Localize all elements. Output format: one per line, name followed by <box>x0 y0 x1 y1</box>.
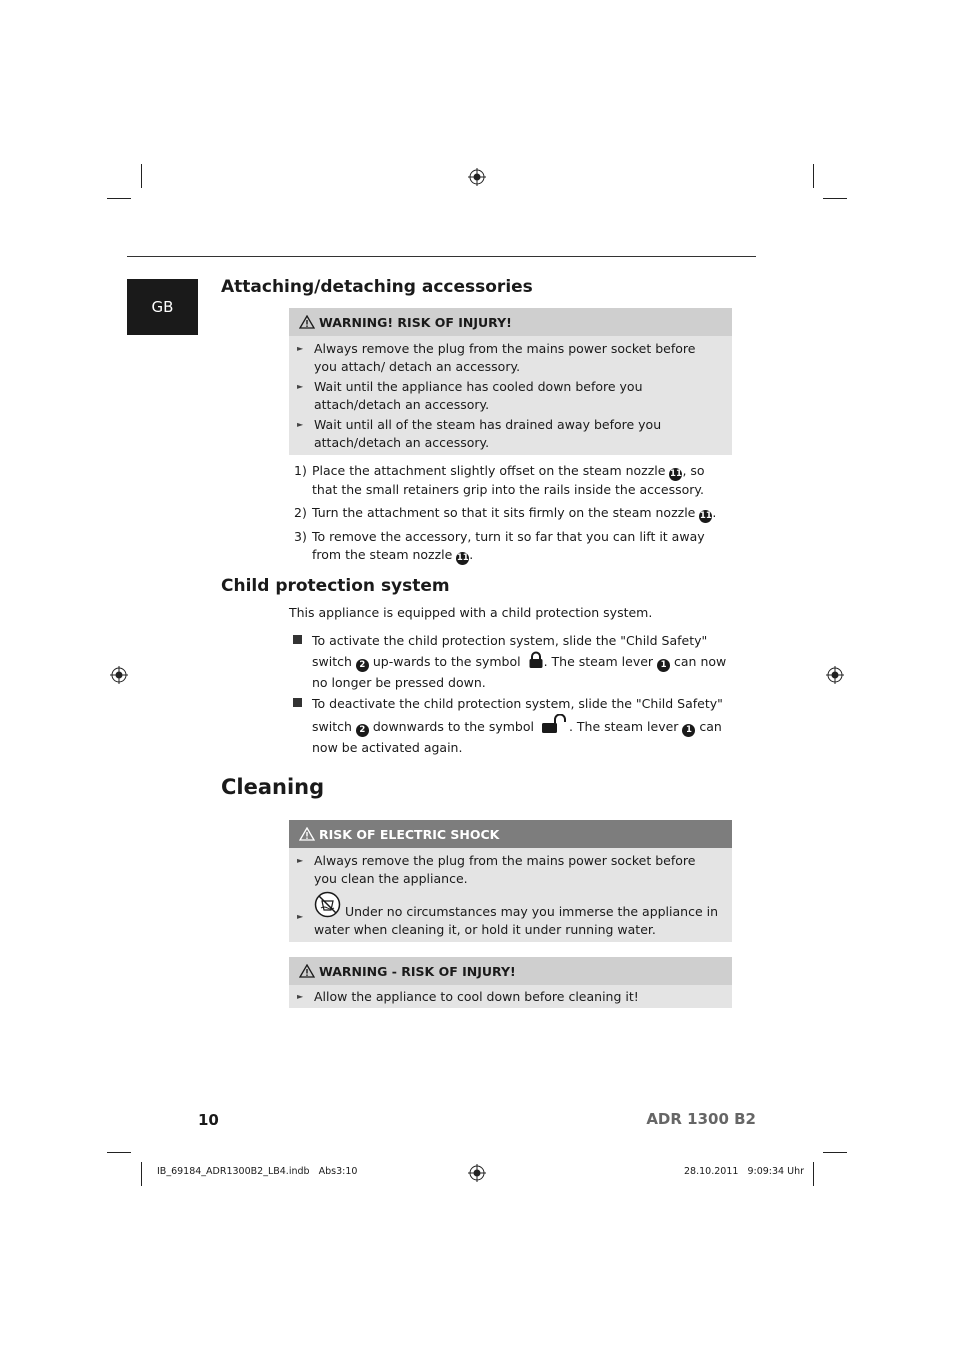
crop-mark <box>813 164 814 188</box>
arrow-bullet-icon: ► <box>297 992 304 1001</box>
reference-number-badge: 11 <box>699 511 712 521</box>
no-immerse-icon <box>314 891 341 918</box>
reference-number-badge: 2 <box>356 724 369 737</box>
warning-item: ► Wait until the appliance has cooled down before you attach/detach an accessory. <box>297 379 643 412</box>
arrow-bullet-icon: ► <box>297 382 304 391</box>
warning-item: ► Allow the appliance to cool down before cleaning it! <box>297 989 639 1004</box>
lock-closed-icon <box>528 651 544 669</box>
page-number: 10 <box>198 1111 219 1129</box>
step-item: 2) Turn the attachment so that it sits firmly on the steam nozzle 11. <box>294 505 717 521</box>
header-rule <box>127 256 756 257</box>
registration-mark-icon <box>468 168 486 186</box>
arrow-bullet-icon: ► <box>297 420 304 429</box>
crop-mark <box>823 198 847 199</box>
step-item: 1) Place the attachment slightly offset on the steam nozzle 11, so that the small retainers grip into the rails inside the accessory. <box>294 463 705 497</box>
section-title: Child protection system <box>221 576 450 596</box>
registration-mark-icon <box>826 666 844 684</box>
warning-triangle-icon <box>299 315 315 329</box>
crop-mark <box>107 1152 131 1153</box>
crop-mark <box>107 198 131 199</box>
list-item: To deactivate the child protection system, slide the "Child Safety" switch 2 downwards to the symbol . The steam lever 1 can now be activated again. <box>293 693 733 758</box>
warning-header: WARNING - RISK OF INJURY! <box>289 957 732 985</box>
reference-number-badge: 1 <box>657 659 670 672</box>
section-title: Attaching/detaching accessories <box>221 277 533 297</box>
arrow-bullet-icon: ► <box>297 912 304 921</box>
reference-number-badge: 11 <box>670 469 682 479</box>
print-file-info: IB_69184_ADR1300B2_LB4.indb Abs3:10 <box>157 1166 358 1177</box>
language-tab: GB <box>127 279 198 335</box>
section-title: Cleaning <box>221 775 325 799</box>
shock-warning-box <box>289 820 732 942</box>
square-bullet-icon <box>293 698 302 707</box>
warning-item: ► Always remove the plug from the mains power socket before you clean the appliance. <box>297 853 696 886</box>
warning-item: ► Under no circumstances may you immerse the appliance in water when cleaning it, or hold it under running water. <box>289 891 732 938</box>
warning-triangle-icon <box>299 964 315 978</box>
warning-box <box>289 308 732 455</box>
print-date-info: 28.10.2011 9:09:34 Uhr <box>684 1166 804 1177</box>
square-bullet-icon <box>293 635 302 644</box>
reference-number-badge: 11 <box>456 552 469 563</box>
list-item: To activate the child protection system, slide the "Child Safety" switch 2 up-wards to the symbol . The steam lever 1 can now no longer be pressed down. <box>293 630 733 693</box>
crop-mark <box>813 1162 814 1186</box>
warning-item: ► Always remove the plug from the mains power socket before you attach/ detach an accessory. <box>297 341 696 374</box>
intro-text: This appliance is equipped with a child protection system. <box>289 605 653 620</box>
step-item: 3) To remove the accessory, turn it so far that you can lift it away from the steam nozzle 11. <box>294 529 705 563</box>
crop-mark <box>823 1152 847 1153</box>
warning-triangle-icon <box>299 827 315 841</box>
registration-mark-icon <box>110 666 128 684</box>
reference-number-badge: 1 <box>682 724 695 737</box>
warning-item: ► Wait until all of the steam has drained away before you attach/detach an accessory. <box>297 417 662 450</box>
warning-box <box>289 957 732 1008</box>
crop-mark <box>141 164 142 188</box>
warning-header: RISK OF ELECTRIC SHOCK <box>289 820 732 848</box>
arrow-bullet-icon: ► <box>297 856 304 865</box>
model-name: ADR 1300 B2 <box>646 1110 756 1128</box>
arrow-bullet-icon: ► <box>297 344 304 353</box>
lock-open-icon <box>541 714 569 734</box>
warning-header: WARNING! RISK OF INJURY! <box>289 308 732 336</box>
crop-mark <box>141 1162 142 1186</box>
reference-number-badge: 2 <box>356 659 369 672</box>
registration-mark-icon <box>468 1164 486 1182</box>
